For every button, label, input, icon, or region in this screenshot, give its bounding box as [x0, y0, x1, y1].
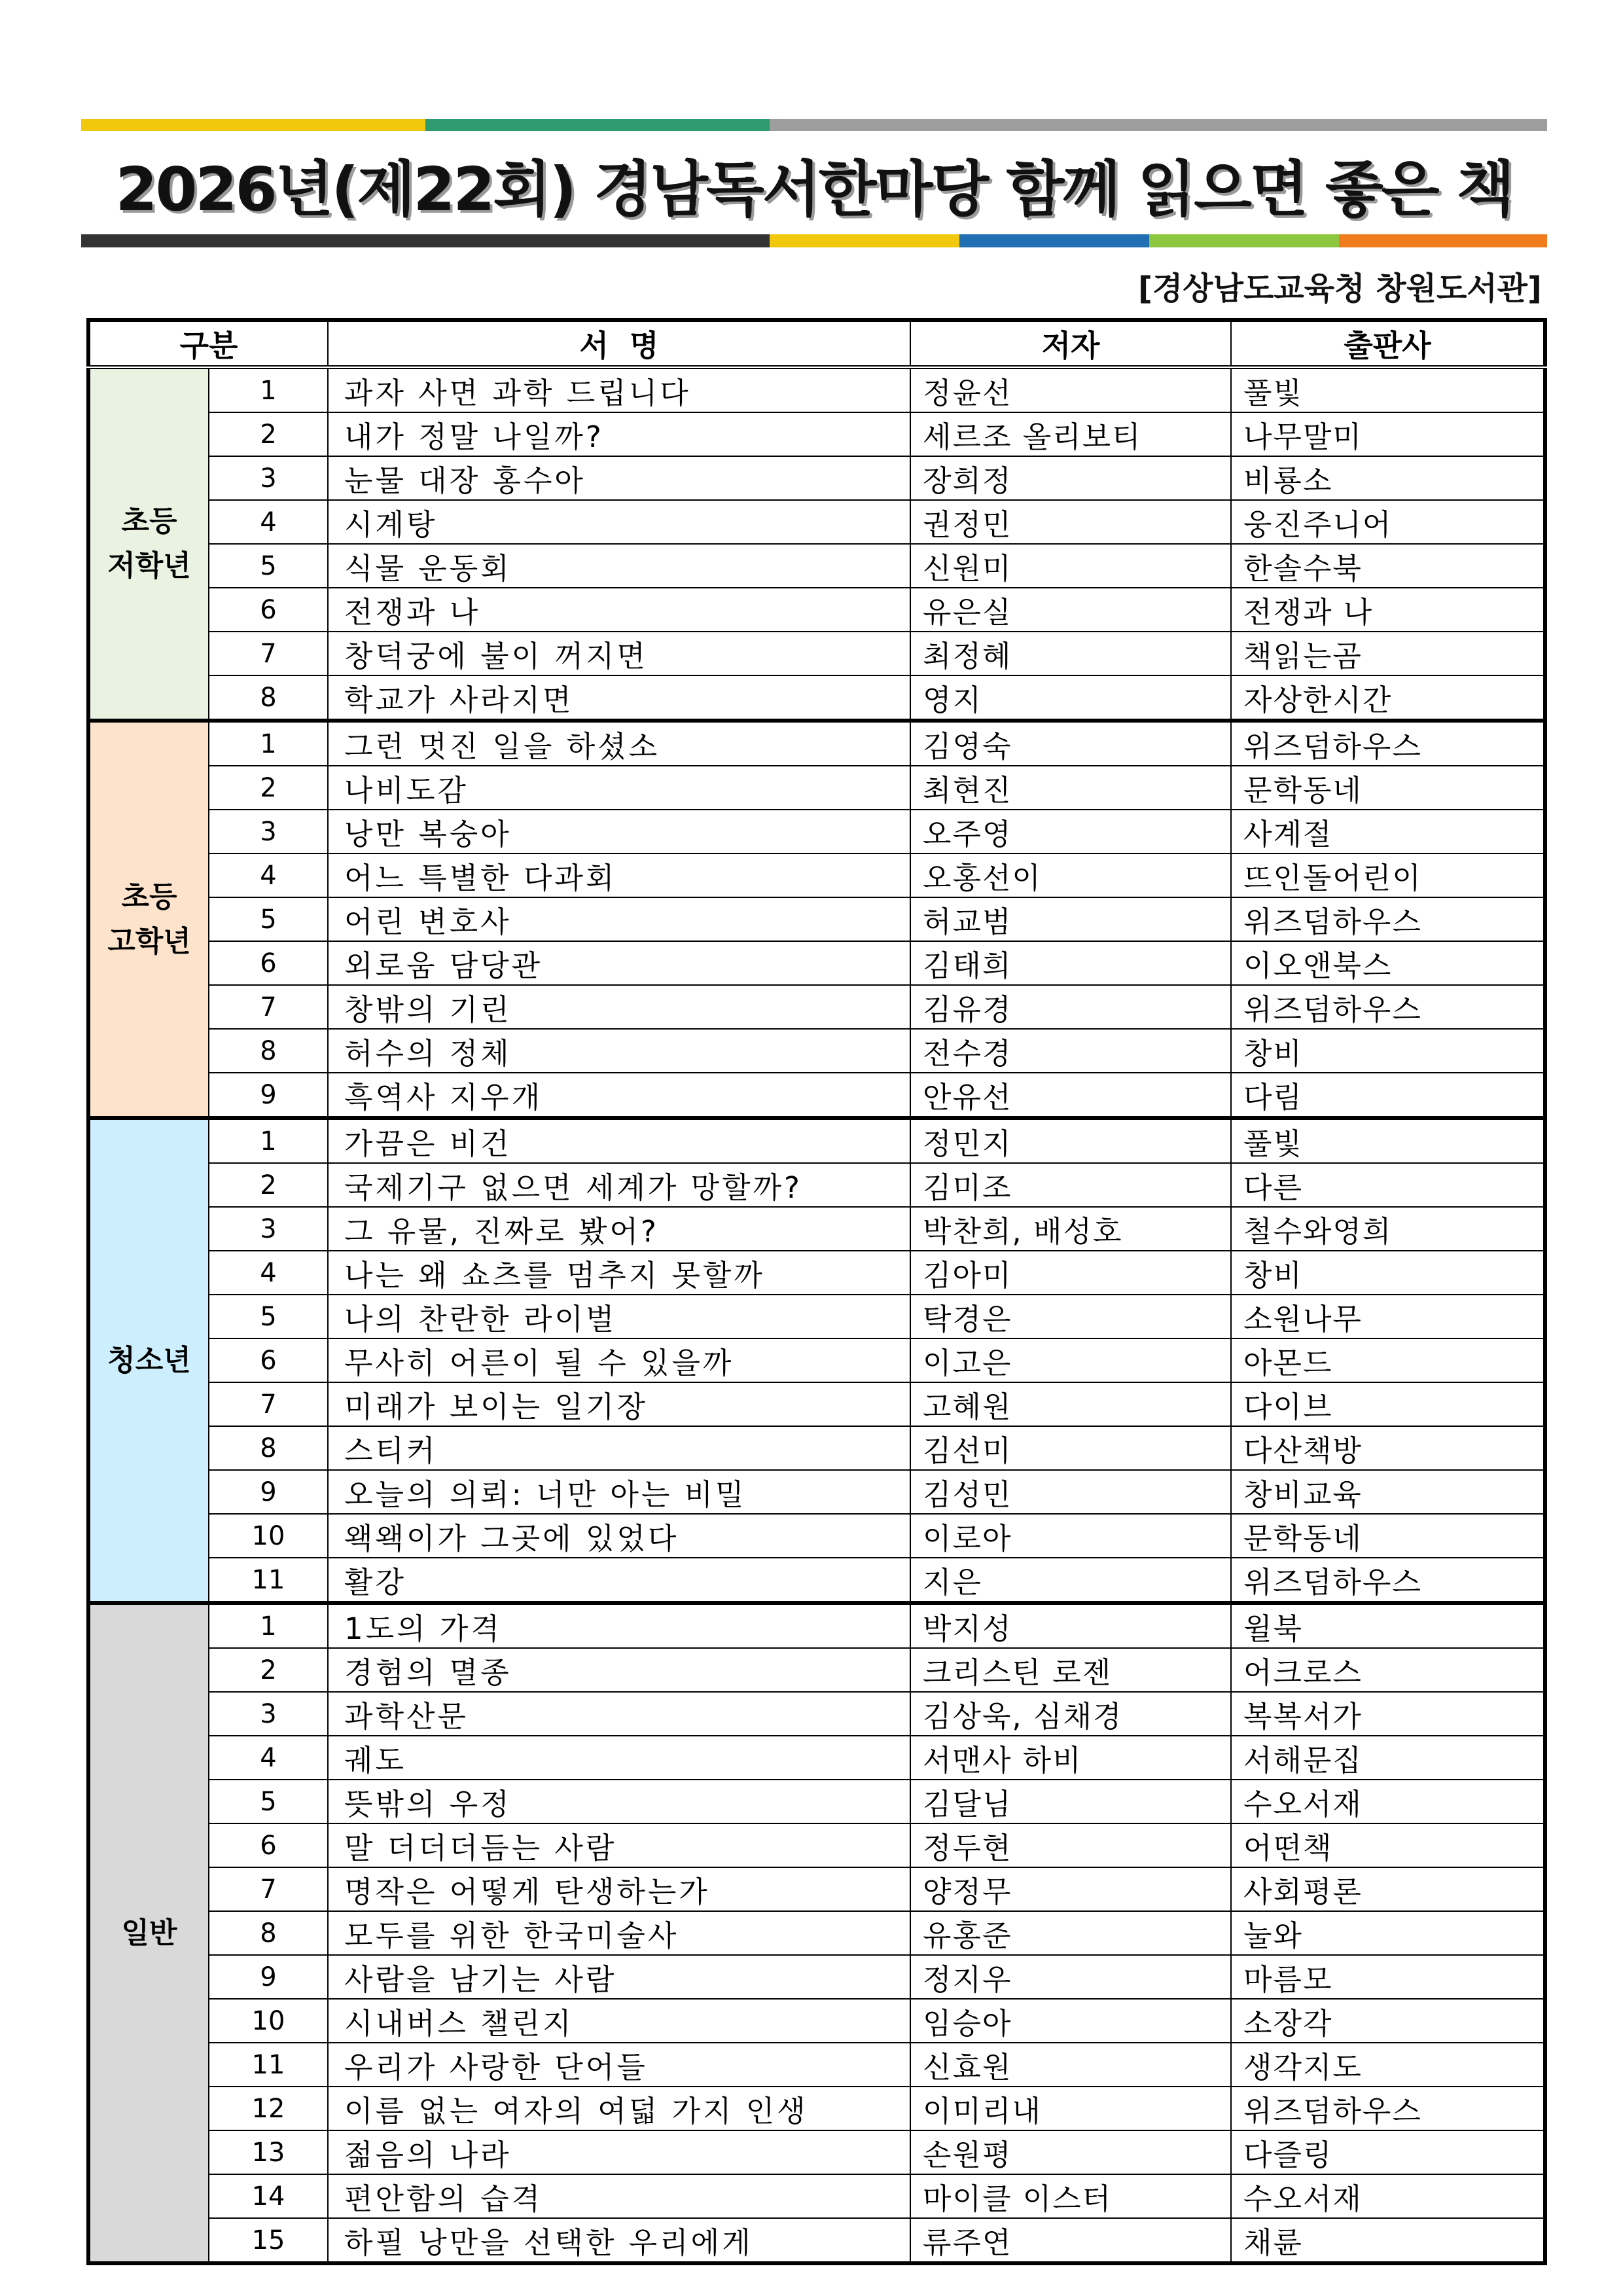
row-number: 9	[209, 1955, 328, 1999]
book-publisher: 비룡소	[1231, 456, 1545, 500]
book-publisher: 자상한시간	[1231, 675, 1545, 721]
row-number: 4	[209, 1736, 328, 1780]
table-row	[88, 1823, 1545, 1867]
book-publisher: 전쟁과 나	[1231, 588, 1545, 632]
table-row	[88, 1338, 1545, 1382]
table-row	[88, 1118, 1545, 1163]
table-row	[88, 1648, 1545, 1692]
row-number: 8	[209, 1029, 328, 1073]
table-row	[88, 675, 1545, 721]
book-publisher: 웅진주니어	[1231, 500, 1545, 544]
table-row	[88, 2218, 1545, 2263]
book-publisher: 윌북	[1231, 1603, 1545, 1648]
book-title: 학교가 사라지면	[328, 675, 910, 721]
book-title: 내가 정말 나일까?	[328, 412, 910, 456]
book-title: 눈물 대장 홍수아	[328, 456, 910, 500]
book-publisher: 풀빛	[1231, 1118, 1545, 1163]
row-number: 3	[209, 456, 328, 500]
book-title: 허수의 정체	[328, 1029, 910, 1073]
book-author: 서맨사 하비	[910, 1736, 1231, 1780]
book-author: 탁경은	[910, 1295, 1231, 1338]
row-number: 15	[209, 2218, 328, 2263]
row-number: 5	[209, 544, 328, 588]
book-author: 김상욱, 심채경	[910, 1692, 1231, 1736]
row-number: 13	[209, 2130, 328, 2174]
header-title: 서 명	[328, 320, 910, 367]
book-title: 시계탕	[328, 500, 910, 544]
row-number: 7	[209, 1382, 328, 1426]
row-number: 2	[209, 1648, 328, 1692]
book-title: 국제기구 없으면 세계가 망할까?	[328, 1163, 910, 1207]
table-body	[88, 367, 1545, 2263]
book-title: 과자 사면 과학 드립니다	[328, 367, 910, 412]
table-row	[88, 941, 1545, 985]
table-row	[88, 1514, 1545, 1558]
book-author: 최현진	[910, 766, 1231, 810]
book-title: 스티커	[328, 1426, 910, 1470]
book-title: 시내버스 챌린지	[328, 1999, 910, 2043]
book-title: 나는 왜 쇼츠를 멈추지 못할까	[328, 1251, 910, 1295]
book-publisher: 복복서가	[1231, 1692, 1545, 1736]
top-color-bar	[81, 119, 1547, 131]
table-row	[88, 810, 1545, 853]
book-author: 오주영	[910, 810, 1231, 853]
table-row	[88, 1295, 1545, 1338]
header-author: 저자	[910, 320, 1231, 367]
category-cell: 청소년	[88, 1118, 209, 1603]
book-author: 최정혜	[910, 632, 1231, 675]
row-number: 8	[209, 675, 328, 721]
table-row	[88, 1558, 1545, 1603]
table-row	[88, 367, 1545, 412]
row-number: 5	[209, 1295, 328, 1338]
table-row	[88, 1867, 1545, 1911]
row-number: 6	[209, 941, 328, 985]
book-publisher: 서해문집	[1231, 1736, 1545, 1780]
table-row	[88, 1470, 1545, 1514]
table-row	[88, 985, 1545, 1029]
row-number: 3	[209, 1692, 328, 1736]
row-number: 1	[209, 1118, 328, 1163]
book-publisher: 문학동네	[1231, 1514, 1545, 1558]
book-author: 김성민	[910, 1470, 1231, 1514]
book-publisher: 다이브	[1231, 1382, 1545, 1426]
table-row	[88, 853, 1545, 897]
bar-segment-yellow	[770, 234, 959, 247]
book-title: 어린 변호사	[328, 897, 910, 941]
book-publisher: 사계절	[1231, 810, 1545, 853]
book-author: 권정민	[910, 500, 1231, 544]
table-row	[88, 500, 1545, 544]
book-publisher: 문학동네	[1231, 766, 1545, 810]
row-number: 10	[209, 1514, 328, 1558]
row-number: 8	[209, 1911, 328, 1955]
book-publisher: 생각지도	[1231, 2043, 1545, 2087]
row-number: 1	[209, 721, 328, 766]
book-title: 우리가 사랑한 단어들	[328, 2043, 910, 2087]
book-publisher: 창비교육	[1231, 1470, 1545, 1514]
table-row	[88, 544, 1545, 588]
row-number: 7	[209, 632, 328, 675]
row-number: 3	[209, 810, 328, 853]
book-title: 젊음의 나라	[328, 2130, 910, 2174]
table-row	[88, 1251, 1545, 1295]
row-number: 8	[209, 1426, 328, 1470]
table-row	[88, 1736, 1545, 1780]
book-publisher: 다림	[1231, 1073, 1545, 1118]
book-title: 식물 운동회	[328, 544, 910, 588]
row-number: 9	[209, 1470, 328, 1514]
book-publisher: 뜨인돌어린이	[1231, 853, 1545, 897]
book-title: 그 유물, 진짜로 봤어?	[328, 1207, 910, 1251]
book-publisher: 위즈덤하우스	[1231, 721, 1545, 766]
table-row	[88, 1207, 1545, 1251]
book-title: 창밖의 기린	[328, 985, 910, 1029]
book-author: 박찬희, 배성호	[910, 1207, 1231, 1251]
row-number: 9	[209, 1073, 328, 1118]
book-publisher: 소원나무	[1231, 1295, 1545, 1338]
book-publisher: 창비	[1231, 1251, 1545, 1295]
publisher-note: [경상남도교육청 창원도서관]	[1137, 270, 1542, 307]
table-row	[88, 1955, 1545, 1999]
book-publisher: 한솔수북	[1231, 544, 1545, 588]
table-row	[88, 2043, 1545, 2087]
book-author: 손원평	[910, 2130, 1231, 2174]
header-category: 구분	[88, 320, 328, 367]
book-title: 창덕궁에 불이 꺼지면	[328, 632, 910, 675]
bar-segment-lightgreen	[1149, 234, 1339, 247]
book-title: 하필 낭만을 선택한 우리에게	[328, 2218, 910, 2263]
row-number: 6	[209, 588, 328, 632]
book-author: 정두현	[910, 1823, 1231, 1867]
book-title: 궤도	[328, 1736, 910, 1780]
book-title: 그런 멋진 일을 하셨소	[328, 721, 910, 766]
book-author: 임승아	[910, 1999, 1231, 2043]
book-author: 유홍준	[910, 1911, 1231, 1955]
book-title: 나의 찬란한 라이벌	[328, 1295, 910, 1338]
table-row	[88, 1780, 1545, 1823]
book-list-table	[86, 318, 1547, 2265]
bar-segment-gray	[770, 119, 1547, 131]
book-publisher: 위즈덤하우스	[1231, 2087, 1545, 2130]
table-row	[88, 1603, 1545, 1648]
row-number: 11	[209, 2043, 328, 2087]
table-row	[88, 1073, 1545, 1118]
book-title: 말 더더더듬는 사람	[328, 1823, 910, 1867]
table-header-row	[88, 320, 1545, 367]
table-row	[88, 1692, 1545, 1736]
book-author: 마이클 이스터	[910, 2174, 1231, 2218]
table-row	[88, 1911, 1545, 1955]
table-row	[88, 1999, 1545, 2043]
book-author: 김영숙	[910, 721, 1231, 766]
book-publisher: 나무말미	[1231, 412, 1545, 456]
book-author: 장희정	[910, 456, 1231, 500]
book-author: 이로아	[910, 1514, 1231, 1558]
book-author: 신원미	[910, 544, 1231, 588]
bar-segment-green	[425, 119, 770, 131]
book-publisher: 이오앤북스	[1231, 941, 1545, 985]
row-number: 2	[209, 766, 328, 810]
table-row	[88, 588, 1545, 632]
row-number: 6	[209, 1823, 328, 1867]
book-title: 과학산문	[328, 1692, 910, 1736]
book-title: 나비도감	[328, 766, 910, 810]
book-publisher: 창비	[1231, 1029, 1545, 1073]
table-row	[88, 721, 1545, 766]
book-author: 정지우	[910, 1955, 1231, 1999]
book-author: 박지성	[910, 1603, 1231, 1648]
book-publisher: 위즈덤하우스	[1231, 985, 1545, 1029]
book-title: 명작은 어떻게 탄생하는가	[328, 1867, 910, 1911]
row-number: 2	[209, 1163, 328, 1207]
book-author: 안유선	[910, 1073, 1231, 1118]
table-row	[88, 897, 1545, 941]
book-publisher: 수오서재	[1231, 1780, 1545, 1823]
book-title: 왝왝이가 그곳에 있었다	[328, 1514, 910, 1558]
book-publisher: 눌와	[1231, 1911, 1545, 1955]
row-number: 7	[209, 985, 328, 1029]
book-author: 고혜원	[910, 1382, 1231, 1426]
book-title: 흑역사 지우개	[328, 1073, 910, 1118]
book-title: 활강	[328, 1558, 910, 1603]
category-cell: 초등 고학년	[88, 721, 209, 1118]
row-number: 3	[209, 1207, 328, 1251]
book-publisher: 풀빛	[1231, 367, 1545, 412]
row-number: 6	[209, 1338, 328, 1382]
book-publisher: 마름모	[1231, 1955, 1545, 1999]
book-publisher: 다즐링	[1231, 2130, 1545, 2174]
book-author: 정민지	[910, 1118, 1231, 1163]
book-publisher: 다산책방	[1231, 1426, 1545, 1470]
book-title: 오늘의 의뢰: 너만 아는 비밀	[328, 1470, 910, 1514]
row-number: 2	[209, 412, 328, 456]
row-number: 7	[209, 1867, 328, 1911]
book-publisher: 채륜	[1231, 2218, 1545, 2263]
book-author: 정윤선	[910, 367, 1231, 412]
category-cell: 초등 저학년	[88, 367, 209, 721]
bar-segment-orange	[1339, 234, 1547, 247]
row-number: 1	[209, 1603, 328, 1648]
book-publisher: 철수와영희	[1231, 1207, 1545, 1251]
book-author: 김달님	[910, 1780, 1231, 1823]
book-title: 어느 특별한 다과회	[328, 853, 910, 897]
book-publisher: 소장각	[1231, 1999, 1545, 2043]
table-row	[88, 1029, 1545, 1073]
book-title: 미래가 보이는 일기장	[328, 1382, 910, 1426]
book-title: 편안함의 습격	[328, 2174, 910, 2218]
row-number: 4	[209, 1251, 328, 1295]
book-publisher: 책읽는곰	[1231, 632, 1545, 675]
table-row	[88, 2174, 1545, 2218]
book-author: 허교범	[910, 897, 1231, 941]
table-row	[88, 2087, 1545, 2130]
book-publisher: 사회평론	[1231, 1867, 1545, 1911]
book-title: 1도의 가격	[328, 1603, 910, 1648]
book-publisher: 어크로스	[1231, 1648, 1545, 1692]
book-title: 무사히 어른이 될 수 있을까	[328, 1338, 910, 1382]
book-author: 김선미	[910, 1426, 1231, 1470]
book-publisher: 어떤책	[1231, 1823, 1545, 1867]
table-row	[88, 412, 1545, 456]
book-publisher: 위즈덤하우스	[1231, 1558, 1545, 1603]
table-row	[88, 1382, 1545, 1426]
header-publisher: 출판사	[1231, 320, 1545, 367]
table-row	[88, 632, 1545, 675]
book-title: 이름 없는 여자의 여덟 가지 인생	[328, 2087, 910, 2130]
row-number: 5	[209, 1780, 328, 1823]
book-author: 오홍선이	[910, 853, 1231, 897]
category-cell: 일반	[88, 1603, 209, 2263]
book-author: 김유경	[910, 985, 1231, 1029]
table-row	[88, 2130, 1545, 2174]
book-author: 김미조	[910, 1163, 1231, 1207]
bar-segment-yellow	[81, 119, 425, 131]
book-author: 이고은	[910, 1338, 1231, 1382]
book-title: 가끔은 비건	[328, 1118, 910, 1163]
book-title: 사람을 남기는 사람	[328, 1955, 910, 1999]
bar-segment-dark	[81, 234, 770, 247]
book-publisher: 다른	[1231, 1163, 1545, 1207]
table-row	[88, 1163, 1545, 1207]
page-title: 2026년(제22회) 경남독서한마당 함께 읽으면 좋은 책	[115, 154, 1513, 224]
book-author: 신효원	[910, 2043, 1231, 2087]
book-author: 영지	[910, 675, 1231, 721]
book-title: 외로움 담당관	[328, 941, 910, 985]
bottom-color-bar	[81, 234, 1547, 247]
book-publisher: 수오서재	[1231, 2174, 1545, 2218]
book-title: 뜻밖의 우정	[328, 1780, 910, 1823]
book-title: 경험의 멸종	[328, 1648, 910, 1692]
table-row	[88, 456, 1545, 500]
book-author: 이미리내	[910, 2087, 1231, 2130]
row-number: 4	[209, 853, 328, 897]
book-author: 김아미	[910, 1251, 1231, 1295]
book-author: 전수경	[910, 1029, 1231, 1073]
book-author: 류주연	[910, 2218, 1231, 2263]
row-number: 1	[209, 367, 328, 412]
row-number: 14	[209, 2174, 328, 2218]
book-author: 세르조 올리보티	[910, 412, 1231, 456]
book-author: 지은	[910, 1558, 1231, 1603]
book-title: 낭만 복숭아	[328, 810, 910, 853]
table-row	[88, 1426, 1545, 1470]
book-publisher: 위즈덤하우스	[1231, 897, 1545, 941]
row-number: 12	[209, 2087, 328, 2130]
row-number: 4	[209, 500, 328, 544]
book-author: 양정무	[910, 1867, 1231, 1911]
bar-segment-blue	[959, 234, 1149, 247]
book-author: 김태희	[910, 941, 1231, 985]
book-publisher: 아몬드	[1231, 1338, 1545, 1382]
row-number: 5	[209, 897, 328, 941]
book-title: 전쟁과 나	[328, 588, 910, 632]
book-author: 크리스틴 로젠	[910, 1648, 1231, 1692]
row-number: 11	[209, 1558, 328, 1603]
table-row	[88, 766, 1545, 810]
book-author: 유은실	[910, 588, 1231, 632]
book-title: 모두를 위한 한국미술사	[328, 1911, 910, 1955]
row-number: 10	[209, 1999, 328, 2043]
